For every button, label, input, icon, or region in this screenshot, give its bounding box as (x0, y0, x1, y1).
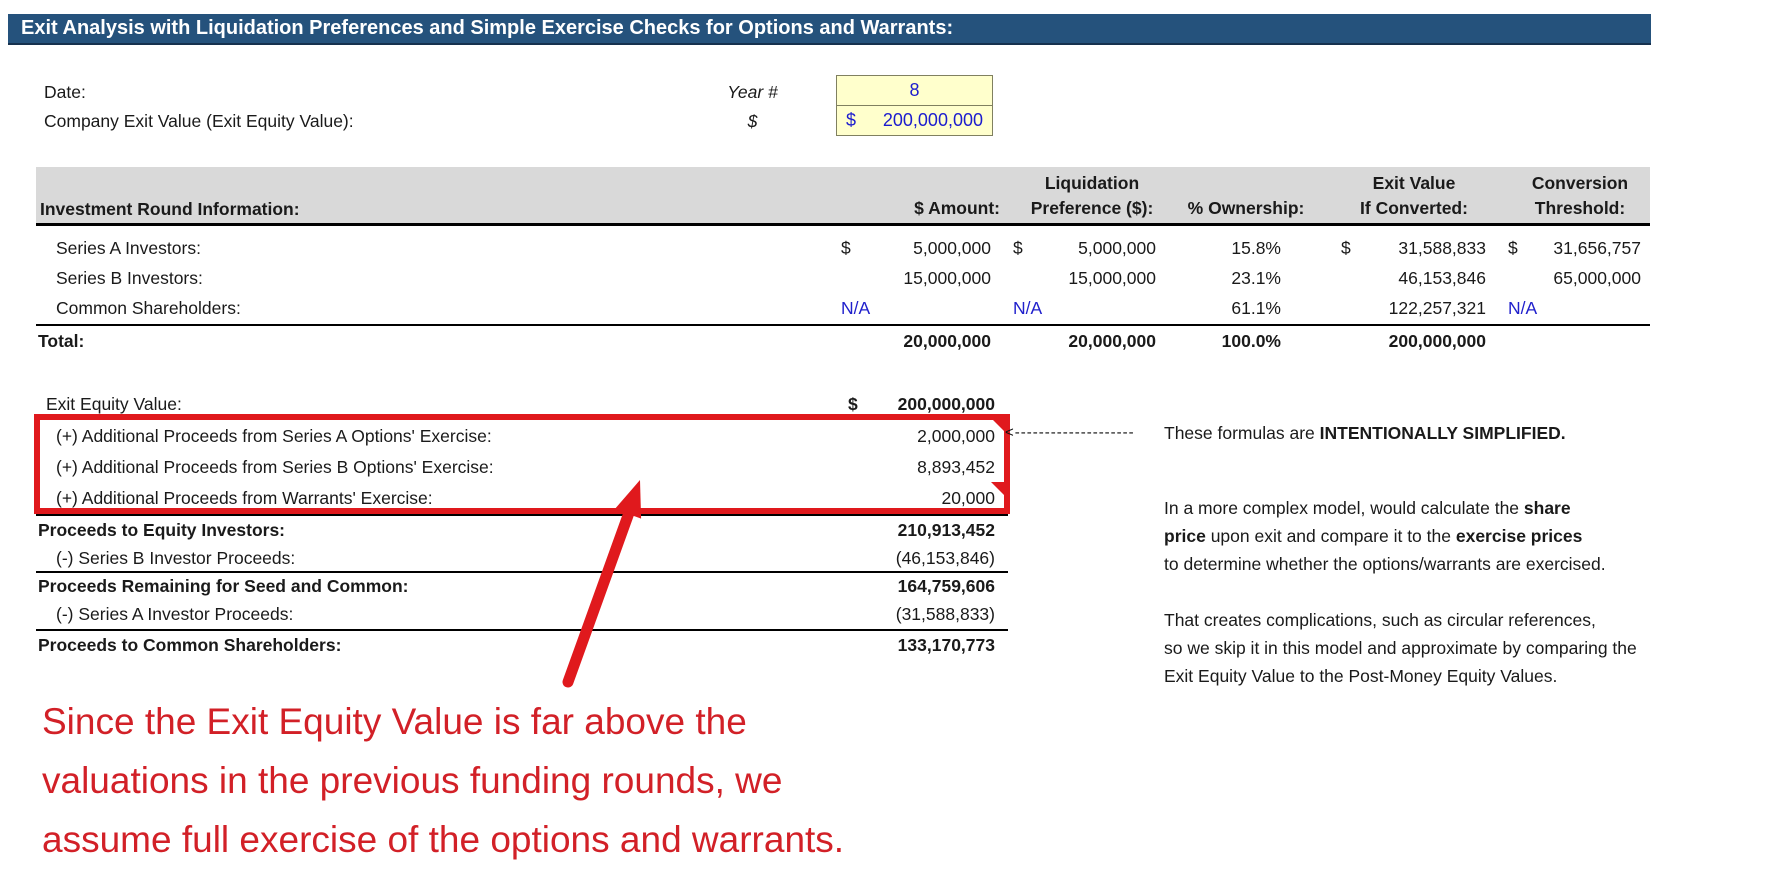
cell-conversion-threshold (1508, 293, 1641, 323)
cell-liq-pref (1013, 326, 1156, 356)
row-proceeds-to-common-shareholders (36, 631, 995, 659)
row-value: 2,000,000 (917, 426, 995, 446)
row-label: Total: (38, 331, 85, 351)
note-text: upon exit and compare it to the (1205, 526, 1456, 546)
col-header-exit-value-if-converted (1336, 171, 1492, 221)
currency-symbol: $ (1508, 237, 1518, 258)
row-proceeds-to-equity-investors (36, 516, 995, 544)
cell-value: 65,000,000 (1553, 267, 1641, 288)
red-annotation-line: assume full exercise of the options and warrants. (42, 819, 845, 860)
col-header-liq-line2: Preference ($): (1030, 198, 1154, 218)
note-text: In a more complex model, would calculate the (1164, 498, 1524, 518)
exit-value-input-cell[interactable] (836, 105, 993, 136)
col-header-liq-line1: Liquidation (1044, 173, 1140, 193)
col-header-amount (806, 196, 1000, 221)
row-label: Series A Investors: (56, 238, 201, 258)
title-bar (8, 14, 1651, 45)
row-minus-series-a-proceeds (36, 600, 995, 628)
cell-amount (841, 293, 991, 323)
row-proceeds-remaining-seed-common (36, 572, 995, 600)
cell-amount (841, 326, 991, 356)
row-label: (+) Additional Proceeds from Series B Options' Exercise: (56, 457, 494, 477)
currency-symbol: $ (841, 237, 851, 258)
cell-value: 46,153,846 (1398, 267, 1486, 288)
dollar-unit-label: $ (747, 111, 758, 131)
red-annotation-line: Since the Exit Equity Value is far above the (42, 701, 747, 742)
col-header-ownership (1176, 196, 1316, 221)
table-row-total (36, 326, 1650, 356)
row-label: Proceeds Remaining for Seed and Common: (38, 576, 409, 596)
note-line-4: to determine whether the options/warrants are exercised. (1164, 554, 1606, 574)
row-label: Series B Investors: (56, 268, 203, 288)
row-value: 133,170,773 (897, 635, 995, 655)
exit-value-amount: 200,000,000 (882, 110, 983, 130)
col-header-amount-text: $ Amount: (914, 198, 1000, 218)
exit-value-currency: $ (846, 110, 857, 130)
cell-liq-pref (1013, 263, 1156, 293)
currency-symbol: $ (1341, 237, 1351, 258)
table-row-series-a (36, 233, 1650, 263)
cell-ownership (1176, 263, 1281, 293)
col-header-ownership-text: % Ownership: (1187, 198, 1305, 218)
cell-liq-pref (1013, 293, 1156, 323)
row-label: Exit Equity Value: (46, 394, 182, 414)
year-input-cell[interactable] (836, 75, 993, 106)
col-header-exit-line2: If Converted: (1360, 198, 1468, 218)
cell-conversion-threshold (1508, 263, 1641, 293)
note-text-bold: exercise prices (1455, 526, 1583, 546)
cell-ownership (1176, 233, 1281, 263)
cell-value: 31,656,757 (1553, 237, 1641, 258)
cell-value: 15,000,000 (1068, 267, 1156, 288)
cell-exit-if-converted (1341, 233, 1486, 263)
cell-value: 5,000,000 (913, 237, 991, 258)
note-line-6: so we skip it in this model and approximate by comparing the (1164, 638, 1637, 658)
table-section-label: Investment Round Information: (40, 199, 300, 219)
row-label: Proceeds to Equity Investors: (38, 520, 286, 540)
col-header-liquidation-preference (1008, 171, 1176, 221)
note-text-bold: price (1164, 526, 1206, 546)
row-label: (+) Additional Proceeds from Series A Options' Exercise: (56, 426, 492, 446)
dashed-arrow-icon: <-------------------- (1005, 424, 1135, 441)
cell-exit-if-converted (1341, 293, 1486, 323)
table-row-series-b (36, 263, 1650, 293)
cell-value: 23.1% (1231, 267, 1281, 288)
row-label: (-) Series B Investor Proceeds: (56, 548, 296, 568)
cell-value: 100.0% (1221, 330, 1281, 351)
note-line-7: Exit Equity Value to the Post-Money Equity Values. (1164, 666, 1558, 686)
cell-value: 15.8% (1231, 237, 1281, 258)
cell-value: 122,257,321 (1388, 297, 1486, 318)
note-text-bold: INTENTIONALLY SIMPLIFIED. (1319, 423, 1566, 443)
cell-conversion-threshold (1508, 233, 1641, 263)
cell-value: 15,000,000 (903, 267, 991, 288)
row-value: 210,913,452 (897, 520, 995, 540)
col-header-conversion-threshold (1506, 171, 1654, 221)
cell-value: 31,588,833 (1398, 237, 1486, 258)
note-line-3 (1164, 525, 1582, 547)
table-header (36, 167, 1650, 226)
row-label: (-) Series A Investor Proceeds: (56, 604, 294, 624)
note-text: These formulas are (1164, 423, 1320, 443)
cell-value: 20,000,000 (1068, 330, 1156, 351)
cell-amount (841, 233, 991, 263)
note-line-5: That creates complications, such as circular references, (1164, 610, 1596, 630)
red-annotation-line: valuations in the previous funding rounds, we (42, 760, 783, 801)
row-value: 164,759,606 (897, 576, 995, 596)
row-minus-series-b-proceeds (36, 544, 995, 572)
date-label: Date: (44, 82, 86, 102)
page-title: Exit Analysis with Liquidation Preferences and Simple Exercise Checks for Options and Warrants: (21, 17, 954, 39)
row-label: (+) Additional Proceeds from Warrants' Exercise: (56, 488, 433, 508)
cell-amount (841, 263, 991, 293)
note-line-2 (1164, 497, 1571, 519)
row-value: 200,000,000 (897, 394, 995, 414)
cell-ownership (1176, 326, 1281, 356)
cell-value: 200,000,000 (1388, 330, 1486, 351)
year-unit-label: Year # (727, 82, 778, 102)
row-value: (31,588,833) (895, 604, 995, 624)
note-text-bold: share (1523, 498, 1571, 518)
col-header-conv-line1: Conversion (1531, 173, 1629, 193)
cell-liq-pref (1013, 233, 1156, 263)
cell-value: 20,000,000 (903, 330, 991, 351)
row-label: Proceeds to Common Shareholders: (38, 635, 342, 655)
cell-value: 5,000,000 (1078, 237, 1156, 258)
year-input-value: 8 (909, 80, 920, 100)
highlight-box (34, 414, 1010, 514)
cell-value: 61.1% (1231, 297, 1281, 318)
col-header-conv-line2: Threshold: (1534, 198, 1626, 218)
row-value: 20,000 (941, 488, 995, 508)
cell-value: N/A (1013, 297, 1043, 318)
cell-exit-if-converted (1341, 326, 1486, 356)
currency-symbol: $ (1013, 237, 1023, 258)
red-arrow-icon (540, 455, 680, 695)
col-header-exit-line1: Exit Value (1372, 173, 1456, 193)
cell-value: N/A (1508, 297, 1538, 318)
cell-exit-if-converted (1341, 263, 1486, 293)
row-value: 8,893,452 (917, 457, 995, 477)
row-value: (46,153,846) (895, 548, 995, 568)
cell-ownership (1176, 293, 1281, 323)
row-label: Common Shareholders: (56, 298, 241, 318)
red-annotation-text (42, 692, 844, 869)
note-line-1 (1164, 422, 1566, 444)
table-row-common (36, 293, 1650, 323)
exit-value-label: Company Exit Value (Exit Equity Value): (44, 111, 354, 131)
cell-value: N/A (841, 297, 871, 318)
currency-symbol: $ (848, 394, 858, 414)
